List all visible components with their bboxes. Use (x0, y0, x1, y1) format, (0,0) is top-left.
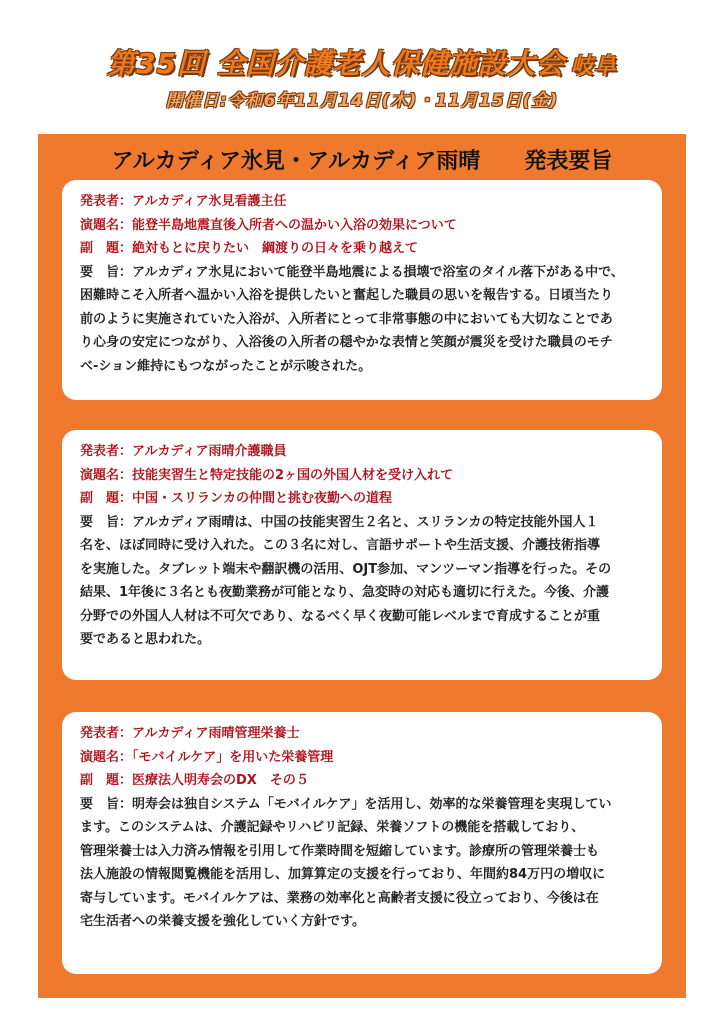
presentation-card-1 (62, 180, 662, 400)
presenter-line: 発表者：アルカディア氷見看護主任 (80, 194, 287, 209)
subtitle-line: 副 題：医療法人明寿会のDX その５ (80, 773, 309, 788)
summary-line: 要 旨：アルカディア雨晴は、中国の技能実習生２名と、スリランカの特定技能外国人１ (80, 514, 599, 530)
summary-line: 分野での外国人人材は不可欠であり、なるべく早く夜勤可能レベルまで育成することが重 (80, 608, 601, 624)
subtitle-line: 副 題：絶対もとに戻りたい 綱渡りの日々を乗り越えて (80, 241, 419, 256)
summary-line: 要であると思われた。 (80, 632, 211, 647)
summary-line: 寄与しています。モバイルケアは、業務の効率化と高齢者支援に役立っており、今後は在 (80, 890, 599, 906)
presenter-line: 発表者：アルカディア雨晴介護職員 (80, 444, 287, 459)
orange-panel (38, 134, 686, 998)
title-line: 演題名：「モバイルケア」を用いた栄養管理 (80, 749, 334, 765)
event-title (0, 42, 724, 82)
summary-line: 要 旨：アルカディア氷見において能登半島地震による損壊で浴室のタイル落下がある中で、 (80, 264, 624, 280)
summary-line: 宅生活者への栄養支援を強化していく方針です。 (80, 914, 365, 929)
summary-line: ベ-ション維持にもつながったことが示唆された。 (80, 358, 372, 374)
summary-line: 管理栄養士は入力済み情報を引用して作業時間を短縮しています。診療所の管理栄養士も (80, 843, 599, 859)
title-line: 演題名：能登半島地震直後入所者への温かい入浴の効果について (80, 217, 457, 233)
summary-line: 法人施設の情報閲覧機能を活用し、加算算定の支援を行っており、年間約84万円の増収に (80, 867, 606, 882)
presenter-line: 発表者：アルカディア雨晴管理栄養士 (80, 726, 300, 741)
event-place: 岐阜 (570, 54, 617, 79)
event-title-main: 第35回 全国介護老人保健施設大会 (107, 47, 565, 80)
presentation-card-3 (62, 712, 662, 974)
summary-line: 結果、1年後に３名とも夜勤業務が可能となり、急変時の対応も適切に行えた。今後、介護 (80, 585, 610, 600)
event-date: 開催日:令和6年11月14日(木)・11月15日(金) (165, 91, 559, 111)
summary-line: 要 旨：明寿会は独自システム「モバイルケア」を活用し、効率的な栄養管理を実現してい (80, 796, 612, 812)
summary-line: を実施した。タブレット端末や翻訳機の活用、OJT参加、マンツーマン指導を行った。その (80, 561, 612, 577)
summary-line: 困難時こそ入所者へ温かい入浴を提供したいと奮起した職員の思いを報告する。日頃当たり (80, 288, 614, 303)
presentation-card-2 (62, 430, 662, 680)
summary-line: ます。このシステムは、介護記録やリハビリ記録、栄養ソフトの機能を搭載しており、 (80, 820, 585, 835)
summary-line: り心身の安定につながり、入浴後の入所者の穏やかな表情と笑顔が震災を受けた職員のモチ (80, 335, 613, 350)
summary-line: 名を、ほぼ同時に受け入れた。この３名に対し、言語サポートや生活支援、介護技術指導 (80, 538, 601, 553)
section-heading: アルカディア氷見・アルカディア雨晴 発表要旨 (111, 149, 613, 174)
summary-line: 前のように実施されていた入浴が、入所者にとって非常事態の中においても大切なことであ (80, 311, 613, 327)
subtitle-line: 副 題：中国・スリランカの仲間と挑む夜勤への道程 (80, 491, 393, 506)
title-line: 演題名：技能実習生と特定技能の2ヶ国の外国人材を受け入れて (80, 467, 454, 483)
